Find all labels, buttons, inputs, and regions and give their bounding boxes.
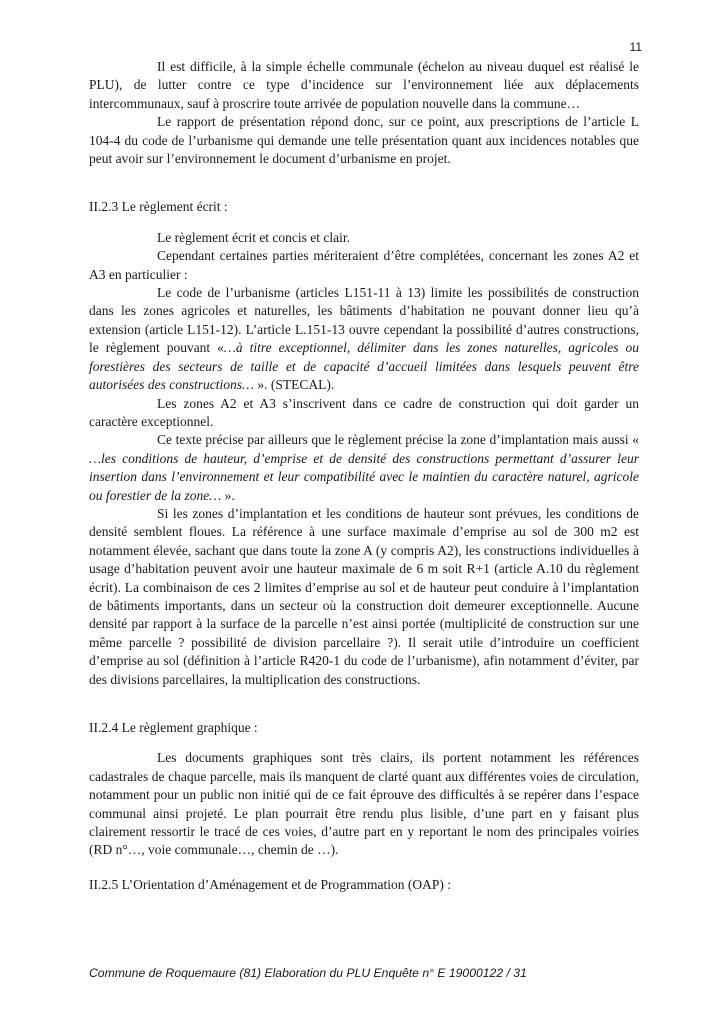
section-heading-2-2-4: II.2.4 Le règlement graphique : — [89, 720, 258, 735]
page-number: 11 — [629, 40, 642, 54]
document-body — [89, 58, 639, 906]
paragraph-5-quote: …à titre exceptionnel, délimiter dans les zones naturelles, agricoles ou forestières des secteurs de taille et de capacité d’accueil limitées dans lesquels peuvent être autorisées des constructions… — [89, 340, 639, 393]
paragraph-9: Les documents graphiques sont très clairs, ils portent notamment les références cadastrales de chaque parcelle, mais ils manquent de clarté quant aux différentes voies de circulation, notamment pour un public non initié qui de ce fait éprouve des difficultés à se repérer dans l’espace communal ainsi projeté. Le plan pourrait être rendu plus lisible, d’une part en y faisant plus clairement ressortir le tracé de ces voies, d’autre part en y reportant le nom des principales voiries (RD n°…, voie communale…, chemin de …). — [89, 750, 639, 858]
paragraph-3: Le règlement écrit et concis et clair. — [157, 229, 351, 245]
paragraph-7-text: Ce texte précise par ailleurs que le règlement précise la zone d’implantation mais aussi « — [157, 432, 639, 448]
paragraph-2: Le rapport de présentation répond donc, sur ce point, aux prescriptions de l’article L 104-4 du code de l’urbanisme qui demande une telle présentation quant aux incidences notables que peut avoir sur l’environnement le document d’urbanisme en projet. — [89, 114, 639, 167]
paragraph-5-text: Le code de l’urbanisme (articles L151-11 à 13) limite les possibilités de construction dans les zones agricoles et naturelles, les bâtiments d’habitation ne pouvant donner lieu qu’à extension (article L151-12). L’article L.151-13 ouvre cependant la possibilité d’autres constructions, le règlement pouvant « — [89, 285, 639, 356]
paragraph-1: Il est difficile, à la simple échelle communale (échelon au niveau duquel est réalisé le PLU), de lutter contre ce type d’incidence sur l’environnement liée aux déplacements intercommunaux, sauf à proscrire toute arrivée de population nouvelle dans la commune… — [89, 59, 639, 111]
paragraph-6: Les zones A2 et A3 s’inscrivent dans ce cadre de construction qui doit garder un caractère exceptionnel. — [89, 395, 639, 429]
paragraph-7 — [89, 431, 639, 505]
paragraph-7-end: ». — [221, 487, 235, 503]
paragraph-5-end: ». (STECAL). — [254, 377, 335, 393]
paragraph-4: Cependant certaines parties mériteraient d’être complétées, concernant les zones A2 et A3 en particulier : — [89, 248, 639, 282]
page-footer: Commune de Roquemaure (81) Elaboration du PLU Enquête n° E 19000122 / 31 — [89, 966, 527, 980]
paragraph-5 — [89, 284, 639, 394]
section-heading-2-2-5: II.2.5 L’Orientation d’Aménagement et de Programmation (OAP) : — [89, 876, 452, 892]
paragraph-8: Si les zones d’implantation et les conditions de hauteur sont prévues, les conditions de densité semblent floues. La référence à une surface maximale d’emprise au sol de 300 m2 est notamment élevée, sachant que dans toute la zone A (y compris A2), les constructions individuelles à usage d’habitation peuvent avoir une hauteur maximale de 6 m soit R+1 (article A.10 du règlement écrit). La combinaison de ces 2 limites d’emprise au sol et de hauteur peut conduire à l’implantation de bâtiments importants, dans un secteur où la construction doit demeurer exceptionnelle. Aucune densité par rapport à la surface de la parcelle n’est ainsi portée (multiplicité de construction sur une même parcelle ? possibilité de division parcellaire ?). Il serait utile d’introduire un coefficient d’emprise au sol (définition à l’article R420-1 du code de l’urbanisme), afin notamment d’éviter, par des divisions parcellaires, la multiplication des constructions. — [89, 505, 639, 687]
section-heading-2-2-3: II.2.3 Le règlement écrit : — [89, 199, 228, 215]
paragraph-7-quote: …les conditions de hauteur, d’emprise et de densité des constructions permettant d’assurer leur insertion dans l’environnement et leur compatibilité avec le maintien du caractère naturel, agricole ou forestier de la zone… — [89, 450, 639, 503]
